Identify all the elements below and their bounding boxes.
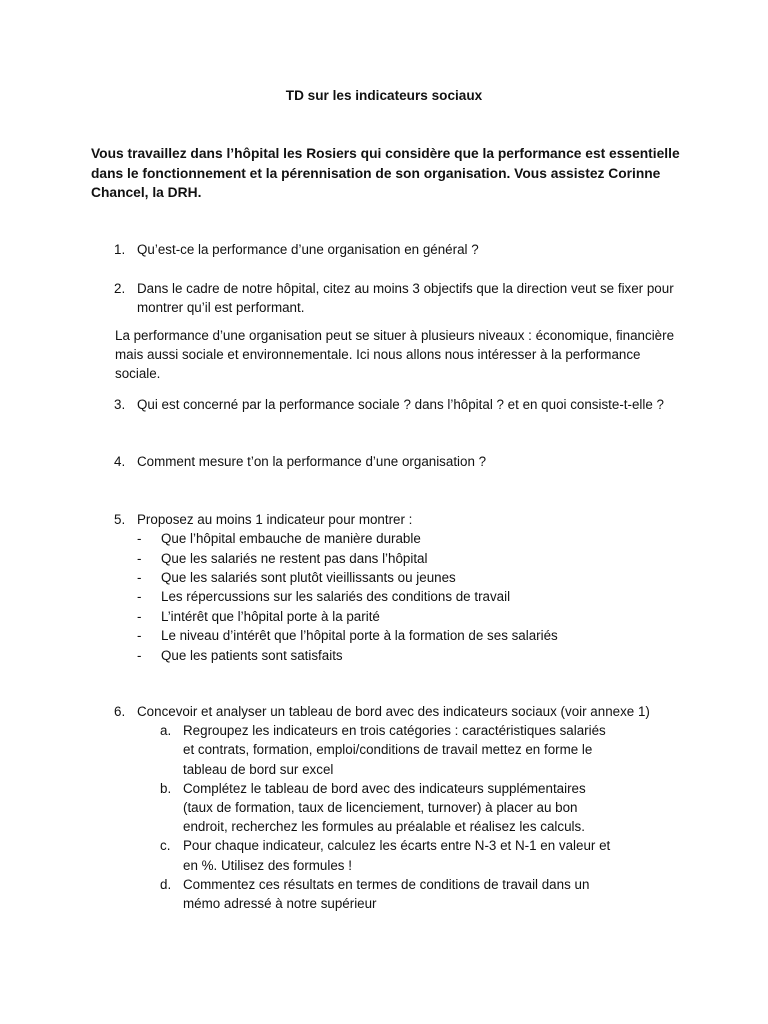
dash-marker: - bbox=[137, 550, 142, 566]
list-item bbox=[114, 607, 684, 626]
context-paragraph: La performance d’une organisation peut se situer à plusieurs niveaux : économique, financière mais aussi sociale et environnementale. Ici nous allons nous intéresser à la performance sociale. bbox=[115, 328, 675, 382]
list-item-text: Le niveau d’intérêt que l’hôpital porte à la formation de ses salariés bbox=[161, 628, 558, 644]
question-number: 4. bbox=[114, 454, 126, 469]
question-number: 6. bbox=[114, 704, 126, 719]
question-text: Dans le cadre de notre hôpital, citez au moins 3 objectifs que la direction veut se fixer pour montrer qu’il est performant. bbox=[137, 281, 674, 316]
list-item bbox=[114, 568, 684, 587]
question-text: Concevoir et analyser un tableau de bord avec des indicateurs sociaux (voir annexe 1) bbox=[137, 704, 650, 719]
list-item-text: Pour chaque indicateur, calculez les écarts entre N-3 et N-1 en valeur et en %. Utilisez des formules ! bbox=[183, 838, 611, 873]
list-item-text: Que les salariés sont plutôt vieillissants ou jeunes bbox=[161, 569, 456, 585]
question-4 bbox=[114, 452, 684, 471]
list-item bbox=[114, 721, 614, 779]
dash-marker: - bbox=[137, 569, 142, 585]
list-item bbox=[114, 549, 684, 568]
question-2 bbox=[114, 279, 689, 317]
list-item bbox=[114, 779, 614, 837]
list-letter: b. bbox=[160, 780, 172, 796]
question-text: Comment mesure t’on la performance d’une organisation ? bbox=[137, 454, 487, 469]
dash-marker: - bbox=[137, 589, 142, 605]
question-5 bbox=[114, 510, 684, 665]
question-number: 2. bbox=[114, 281, 126, 296]
list-letter: c. bbox=[160, 838, 171, 854]
question-number: 3. bbox=[114, 397, 126, 412]
list-letter: a. bbox=[160, 723, 172, 739]
intro-paragraph: Vous travaillez dans l’hôpital les Rosiers qui considère que la performance est essentielle dans le fonctionnement et la pérennisation de son organisation. Vous assistez Corinne Chancel, la DRH. bbox=[91, 146, 680, 201]
question-number: 1. bbox=[114, 242, 126, 257]
question-text: Qui est concerné par la performance sociale ? dans l’hôpital ? et en quoi consiste-t-elle ? bbox=[137, 397, 664, 412]
list-item bbox=[114, 626, 684, 645]
indicator-list bbox=[114, 529, 684, 665]
dash-marker: - bbox=[137, 628, 142, 644]
question-3 bbox=[114, 395, 669, 414]
dash-marker: - bbox=[137, 647, 142, 663]
document-title: TD sur les indicateurs sociaux bbox=[285, 88, 483, 103]
question-text: Qu’est-ce la performance d’une organisation en général ? bbox=[137, 242, 479, 257]
dash-marker: - bbox=[137, 608, 142, 624]
list-item bbox=[114, 587, 684, 606]
question-number: 5. bbox=[114, 512, 126, 527]
list-item bbox=[114, 646, 684, 665]
question-text: Proposez au moins 1 indicateur pour montrer : bbox=[137, 512, 413, 527]
list-item bbox=[114, 836, 614, 874]
list-item-text: Que les salariés ne restent pas dans l’hôpital bbox=[161, 550, 428, 566]
list-letter: d. bbox=[160, 876, 172, 892]
list-item bbox=[114, 529, 684, 548]
list-item-text: Commentez ces résultats en termes de conditions de travail dans un mémo adressé à notre supérieur bbox=[183, 876, 590, 912]
list-item-text: Regroupez les indicateurs en trois catégories : caractéristiques salariés et contrats, formation, emploi/conditions de travail mettez en forme le tableau de bord sur excel bbox=[183, 723, 606, 777]
list-item-text: Complétez le tableau de bord avec des indicateurs supplémentaires (taux de formation, taux de licenciement, turnover) à placer au bon endroit, recherchez les formules au préalable et réalisez les calculs. bbox=[183, 780, 586, 835]
task-list bbox=[114, 721, 614, 913]
list-item bbox=[114, 875, 614, 913]
list-item-text: Les répercussions sur les salariés des conditions de travail bbox=[161, 589, 511, 605]
list-item-text: Que l’hôpital embauche de manière durable bbox=[161, 531, 421, 547]
question-6 bbox=[114, 702, 689, 913]
question-1 bbox=[114, 240, 684, 259]
list-item-text: L’intérêt que l’hôpital porte à la parité bbox=[161, 608, 380, 624]
dash-marker: - bbox=[137, 531, 142, 547]
list-item-text: Que les patients sont satisfaits bbox=[161, 647, 343, 663]
